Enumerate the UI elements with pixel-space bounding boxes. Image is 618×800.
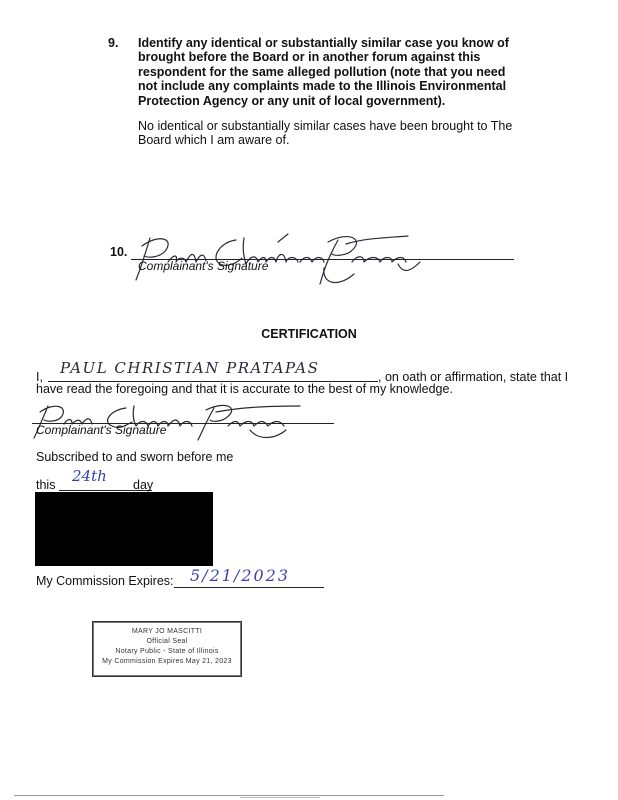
commission-expires-label: My Commission Expires: — [36, 574, 174, 588]
certification-title: CERTIFICATION — [261, 327, 357, 341]
complainant-signature-label-2: Complainant's Signature — [36, 423, 167, 437]
handwritten-name: PAUL CHRISTIAN PRATAPAS — [60, 359, 320, 377]
day-label: day — [133, 478, 154, 492]
question-10-number: 10. — [110, 245, 128, 259]
footer-rule-short — [240, 797, 320, 798]
commission-date-line — [174, 587, 324, 588]
handwritten-commission-date: 5/21/2023 — [190, 566, 291, 585]
footer-rule — [14, 795, 444, 796]
certification-prefix: I, — [36, 370, 43, 384]
question-9-answer: No identical or substantially similar cases have been brought to The Board which I am aware of. — [138, 119, 513, 148]
redacted-line — [35, 542, 213, 543]
complainant-signature-label-1: Complainant's Signature — [138, 259, 269, 273]
handwritten-signature-1 — [128, 228, 428, 288]
stamp-official-seal: Official Seal — [146, 638, 188, 645]
stamp-notary-name: MARY JO MASCITTI — [131, 628, 203, 635]
certification-statement-line-2: have read the foregoing and that it is accurate to the best of my knowledge. — [36, 382, 453, 396]
redaction-box — [35, 492, 213, 566]
stamp-commission-expiry: My Commission Expires May 21, 2023 — [102, 658, 232, 665]
question-9-text: Identify any identical or substantially similar case you know of brought before the Board or in another forum against this respondent for the same alleged pollution (note that you need not include any complaints made to the Illinois Environmental Protection Agency or any unit of local government). — [138, 36, 509, 108]
this-label: this — [36, 478, 56, 492]
stamp-notary-public: Notary Public - State of Illinois — [115, 648, 219, 655]
question-9-number: 9. — [108, 36, 119, 50]
notary-seal-stamp — [92, 621, 242, 677]
handwritten-day: 24th — [72, 467, 107, 485]
certification-statement-line-1: , on oath or affirmation, state that I — [378, 370, 569, 384]
sworn-text: Subscribed to and sworn before me — [36, 450, 234, 464]
